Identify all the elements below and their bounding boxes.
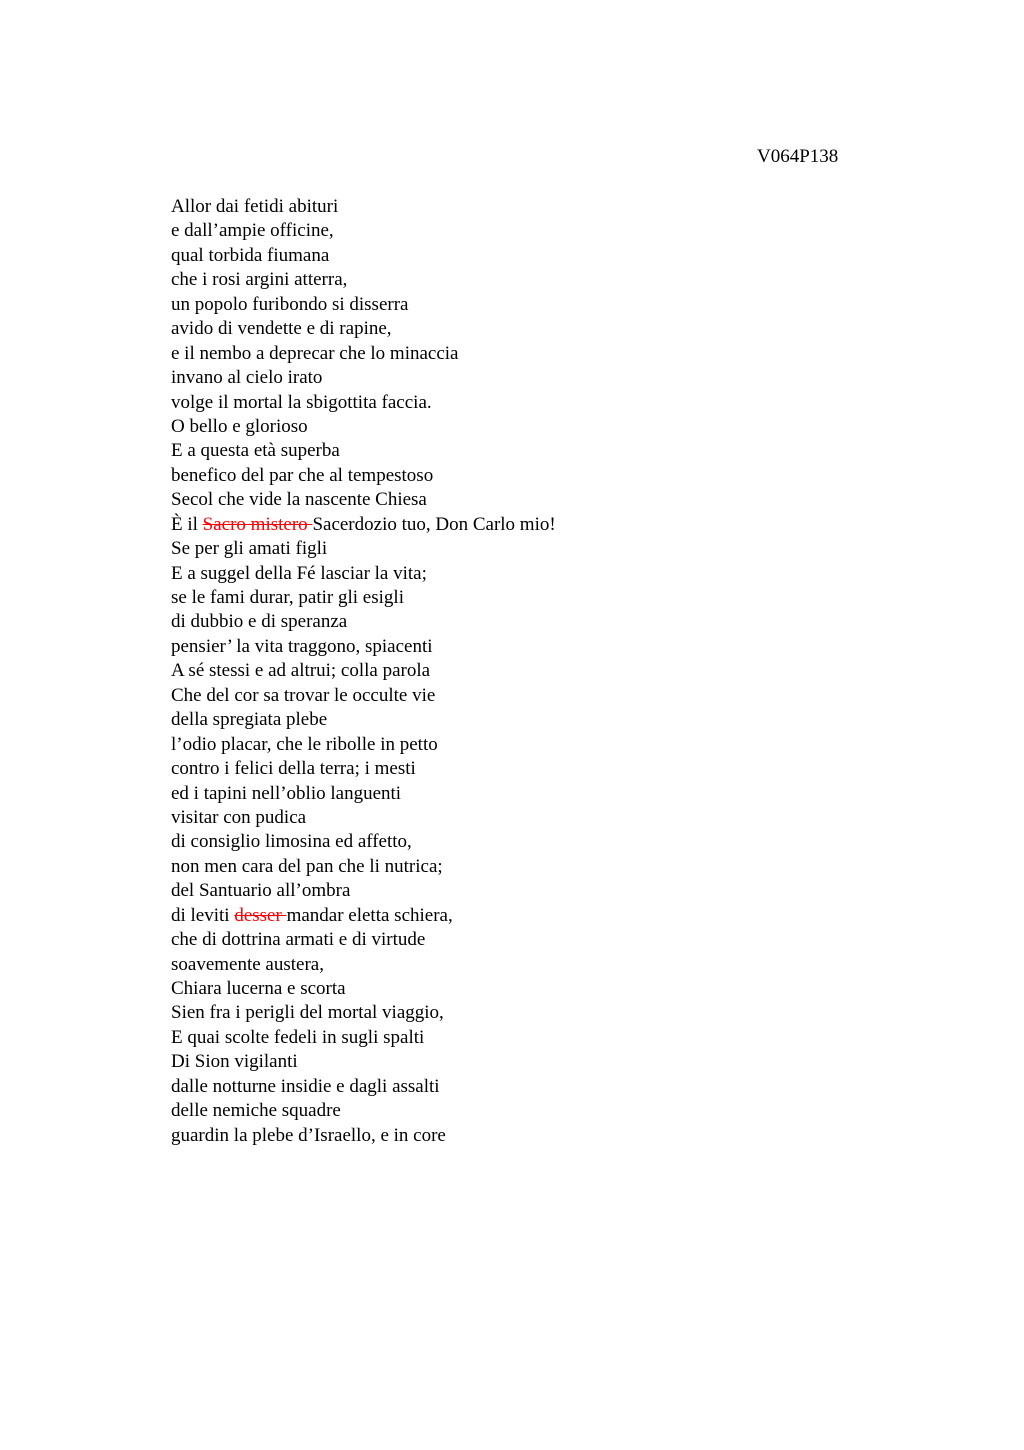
- poem-line: [171, 928, 556, 952]
- poem-line: [171, 904, 556, 928]
- line-text: avido di vendette e di rapine,: [171, 318, 392, 340]
- poem-line: [171, 806, 556, 830]
- poem-line: [171, 757, 556, 781]
- line-text: delle nemiche squadre: [171, 1100, 341, 1122]
- line-text: della spregiata plebe: [171, 709, 328, 731]
- poem-line: [171, 293, 556, 317]
- line-text: mandar eletta schiera,: [286, 904, 453, 926]
- line-text: benefico del par che al tempestoso: [171, 464, 434, 486]
- line-text: O bello e glorioso: [171, 415, 308, 437]
- poem-line: [171, 953, 556, 977]
- poem-line: [171, 830, 556, 854]
- poem-line: [171, 366, 556, 390]
- line-text: pensier’ la vita traggono, spiacenti: [171, 635, 433, 657]
- line-text: del Santuario all’ombra: [171, 880, 351, 902]
- poem-line: [171, 708, 556, 732]
- line-text: e il nembo a deprecar che lo minaccia: [171, 342, 459, 364]
- line-text: È il: [171, 513, 203, 535]
- line-text: e dall’ampie officine,: [171, 220, 334, 242]
- poem-line: [171, 1124, 556, 1148]
- poem-line: [171, 586, 556, 610]
- line-text: volge il mortal la sbigottita faccia.: [171, 391, 432, 413]
- line-text: guardin la plebe d’Israello, e in core: [171, 1124, 446, 1146]
- line-text: E quai scolte fedeli in sugli spalti: [171, 1026, 425, 1048]
- deleted-text: desser: [234, 904, 287, 926]
- line-text: ed i tapini nell’oblio languenti: [171, 782, 402, 804]
- poem-line: [171, 659, 556, 683]
- poem-line: [171, 684, 556, 708]
- poem-line: [171, 1026, 556, 1050]
- line-text: contro i felici della terra; i mesti: [171, 758, 416, 780]
- line-text: qual torbida fiumana: [171, 244, 330, 266]
- line-text: soavemente austera,: [171, 953, 324, 975]
- line-text: E a suggel della Fé lasciar la vita;: [171, 562, 427, 584]
- line-text: Secol che vide la nascente Chiesa: [171, 489, 427, 511]
- line-text: che di dottrina armati e di virtude: [171, 929, 426, 951]
- poem-line: [171, 268, 556, 292]
- line-text: non men cara del pan che li nutrica;: [171, 855, 443, 877]
- line-text: Se per gli amati figli: [171, 538, 328, 560]
- poem-line: [171, 733, 556, 757]
- line-text: dalle notturne insidie e dagli assalti: [171, 1075, 440, 1097]
- line-text: di leviti: [171, 904, 235, 926]
- poem-line: [171, 244, 556, 268]
- poem-line: [171, 879, 556, 903]
- line-text: A sé stessi e ad altrui; colla parola: [171, 660, 431, 682]
- poem-line: [171, 977, 556, 1001]
- poem-line: [171, 635, 556, 659]
- line-text: Sien fra i perigli del mortal viaggio,: [171, 1002, 444, 1024]
- poem-line: [171, 537, 556, 561]
- line-text: se le fami durar, patir gli esigli: [171, 587, 404, 608]
- poem-line: [171, 464, 556, 488]
- poem-line: [171, 610, 556, 634]
- line-text: invano al cielo irato: [171, 367, 323, 389]
- poem-line: [171, 317, 556, 341]
- line-text: Chiara lucerna e scorta: [171, 978, 346, 999]
- poem-line: [171, 1050, 556, 1074]
- line-text: di dubbio e di speranza: [171, 611, 348, 633]
- page-identifier: V064P138: [757, 146, 839, 167]
- line-text: Sacerdozio tuo, Don Carlo mio!: [312, 513, 556, 535]
- line-text: che i rosi argini atterra,: [171, 269, 348, 291]
- poem-line: [171, 439, 556, 463]
- line-text: Allor dai fetidi abituri: [171, 196, 339, 217]
- poem-line: [171, 1075, 556, 1099]
- line-text: l’odio placar, che le ribolle in petto: [171, 733, 438, 755]
- poem-line: [171, 195, 556, 219]
- poem-line: [171, 391, 556, 415]
- poem-line: [171, 513, 556, 537]
- poem-line: [171, 415, 556, 439]
- line-text: Di Sion vigilanti: [171, 1051, 298, 1073]
- line-text: un popolo furibondo si disserra: [171, 293, 409, 315]
- line-text: Che del cor sa trovar le occulte vie: [171, 684, 436, 706]
- line-text: di consiglio limosina ed affetto,: [171, 831, 412, 853]
- poem-line: [171, 219, 556, 243]
- poem-line: [171, 562, 556, 586]
- line-text: E a questa età superba: [171, 440, 340, 462]
- poem-line: [171, 782, 556, 806]
- poem-line: [171, 1099, 556, 1123]
- poem-body: [171, 195, 556, 1148]
- poem-line: [171, 855, 556, 879]
- line-text: visitar con pudica: [171, 806, 307, 828]
- poem-line: [171, 1001, 556, 1025]
- deleted-text: Sacro mistero: [202, 513, 313, 535]
- poem-line: [171, 488, 556, 512]
- poem-line: [171, 342, 556, 366]
